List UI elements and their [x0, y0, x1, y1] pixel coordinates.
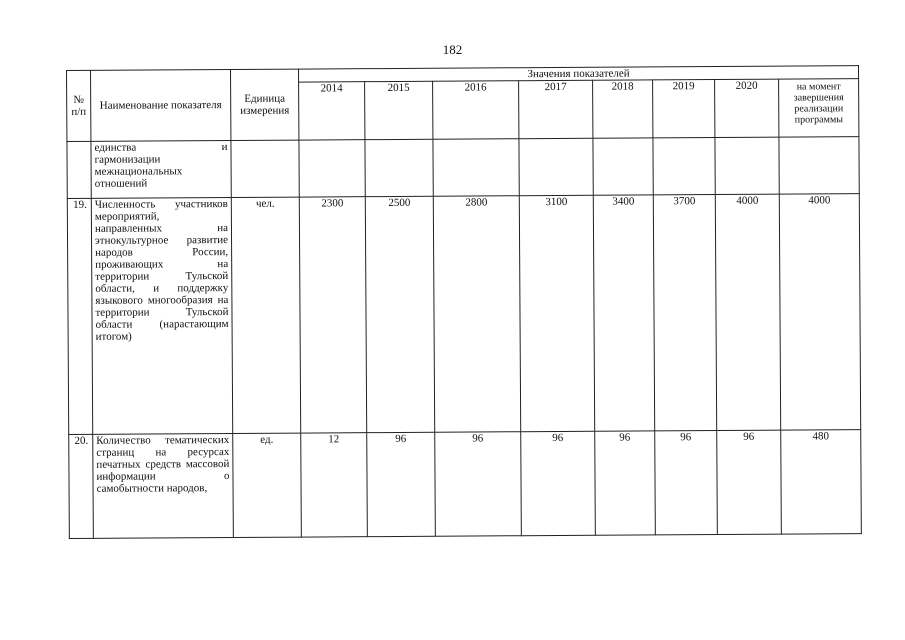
header-year-2020: 2020	[715, 79, 779, 137]
cell-unit: ед.	[233, 433, 302, 537]
cell-num	[67, 141, 91, 198]
cell-value-2014: 2300	[299, 197, 366, 433]
header-moment: на момент завершения реализации программы	[779, 79, 859, 137]
cell-value-2019: 3700	[653, 195, 716, 431]
cell-value-2018: 96	[595, 431, 656, 535]
header-year-2019: 2019	[653, 80, 715, 138]
cell-name: Количество тематических страниц на ресурсах печатных средств массовой информации о самобытности народов,	[93, 433, 234, 538]
header-name: Наименование показателя	[91, 69, 231, 141]
cell-value-2017: 3100	[519, 195, 594, 431]
table-row	[69, 430, 862, 539]
name-rest: гармонизации межнациональных отношений	[94, 153, 183, 190]
header-unit: Единица измерения	[230, 69, 298, 140]
cell-value-2017: 96	[521, 431, 596, 535]
cell-value-2018: 3400	[593, 195, 654, 431]
cell-name: Численность участников мероприятий, направленных на этнокультурное развитие народов России, проживающих на территории Тульской области, и поддержку языкового многообразия на территории Тульской области (нарастающим итогом)	[91, 197, 232, 434]
header-year-2014: 2014	[299, 82, 365, 140]
cell-value-moment: 480	[781, 430, 862, 534]
page-number: 182	[442, 42, 463, 57]
indicators-table	[66, 65, 862, 539]
table-row-continuation	[67, 137, 859, 199]
header-year-2016: 2016	[433, 81, 519, 140]
header-year-2015: 2015	[365, 81, 433, 139]
cell-value-2016: 2800	[433, 196, 520, 433]
cell-value-2015: 2500	[365, 196, 434, 432]
table-row	[67, 194, 860, 435]
header-num: № п/п	[67, 70, 91, 141]
cell-value-moment: 4000	[779, 194, 861, 430]
header-year-2017: 2017	[519, 80, 593, 138]
cell-name	[91, 140, 231, 198]
cell-value-2015: 96	[367, 432, 436, 536]
cell-value-2020: 96	[717, 430, 782, 534]
cell-value-2014: 12	[301, 433, 368, 537]
cell-num: 20.	[69, 434, 94, 538]
cell-value-2020: 4000	[715, 194, 780, 430]
cell-value-2019: 96	[655, 431, 718, 535]
name-first-line: единства и	[94, 141, 228, 154]
cell-unit: чел.	[231, 197, 300, 433]
header-values-group: Значения показателей	[298, 66, 858, 82]
cell-value-2016: 96	[435, 432, 522, 537]
cell-num: 19.	[67, 198, 92, 434]
header-year-2018: 2018	[593, 80, 653, 138]
